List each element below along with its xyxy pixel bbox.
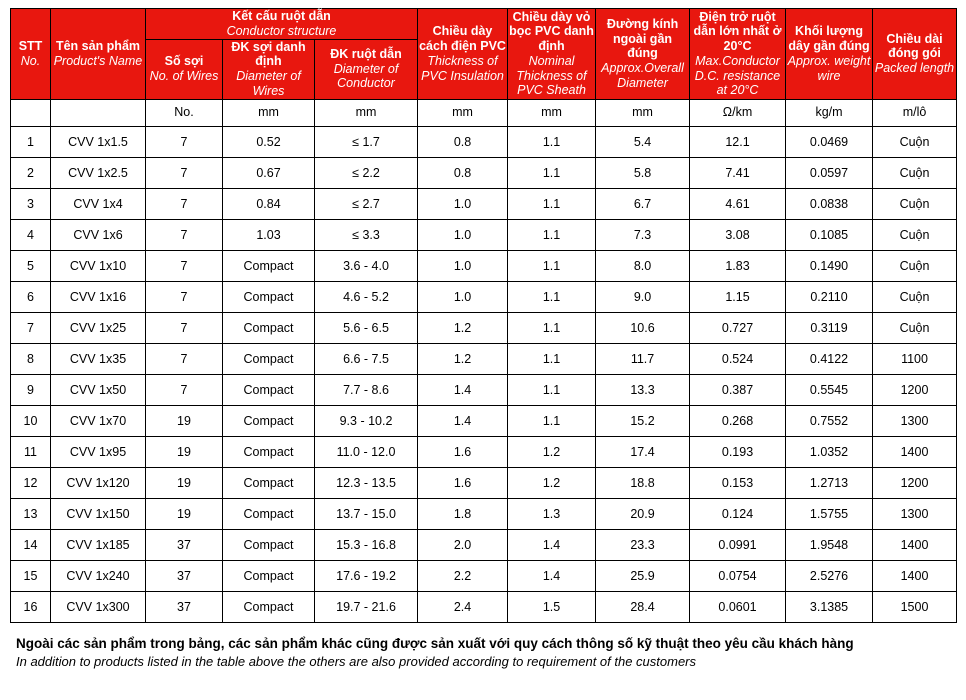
cell-product-name: CVV 1x1.5 <box>51 126 146 157</box>
cell-overall-diameter: 13.3 <box>596 374 690 405</box>
unit-resistance: Ω/km <box>690 99 786 126</box>
cell-packed-length: Cuộn <box>873 219 957 250</box>
cell-stt: 6 <box>11 281 51 312</box>
cell-weight: 1.5755 <box>786 498 873 529</box>
cell-conductor-diameter: 11.0 - 12.0 <box>315 436 418 467</box>
cell-weight: 3.1385 <box>786 591 873 622</box>
header-stt-en: No. <box>20 53 41 68</box>
cell-sheath-thickness: 1.2 <box>508 467 596 498</box>
cell-conductor-diameter: 6.6 - 7.5 <box>315 343 418 374</box>
cell-conductor-diameter: ≤ 3.3 <box>315 219 418 250</box>
cell-number-of-wires: 7 <box>146 250 223 281</box>
unit-conductor-diameter: mm <box>315 99 418 126</box>
header-overall-diameter <box>596 9 690 100</box>
cell-sheath-thickness: 1.4 <box>508 529 596 560</box>
cell-packed-length: 1200 <box>873 467 957 498</box>
cell-wire-diameter: Compact <box>223 467 315 498</box>
cell-overall-diameter: 8.0 <box>596 250 690 281</box>
cell-product-name: CVV 1x95 <box>51 436 146 467</box>
cell-sheath-thickness: 1.1 <box>508 250 596 281</box>
cell-insulation-thickness: 1.4 <box>418 405 508 436</box>
cell-overall-diameter: 23.3 <box>596 529 690 560</box>
header-resistance-vn: Điện trở ruột dẫn lớn nhất ở 20°C <box>693 9 782 53</box>
cell-resistance: 0.0991 <box>690 529 786 560</box>
cable-specification-table <box>10 8 957 623</box>
cell-number-of-wires: 7 <box>146 188 223 219</box>
cell-insulation-thickness: 0.8 <box>418 157 508 188</box>
header-wire-diameter-vn: ĐK sợi danh định <box>231 39 306 69</box>
header-insulation-thickness-vn: Chiều dày cách điện PVC <box>419 24 506 53</box>
cell-stt: 4 <box>11 219 51 250</box>
cell-overall-diameter: 5.8 <box>596 157 690 188</box>
table-row <box>11 467 957 498</box>
cell-stt: 14 <box>11 529 51 560</box>
cell-stt: 2 <box>11 157 51 188</box>
cell-insulation-thickness: 2.2 <box>418 560 508 591</box>
cell-insulation-thickness: 1.0 <box>418 219 508 250</box>
cell-product-name: CVV 1x240 <box>51 560 146 591</box>
cell-weight: 0.4122 <box>786 343 873 374</box>
cell-wire-diameter: 0.52 <box>223 126 315 157</box>
header-weight <box>786 9 873 100</box>
unit-name <box>51 99 146 126</box>
cell-product-name: CVV 1x120 <box>51 467 146 498</box>
cell-number-of-wires: 7 <box>146 343 223 374</box>
cell-weight: 0.1085 <box>786 219 873 250</box>
cell-resistance: 0.387 <box>690 374 786 405</box>
table-row <box>11 405 957 436</box>
table-row <box>11 560 957 591</box>
cell-stt: 1 <box>11 126 51 157</box>
unit-overall-diameter: mm <box>596 99 690 126</box>
cell-resistance: 0.193 <box>690 436 786 467</box>
cell-sheath-thickness: 1.3 <box>508 498 596 529</box>
header-row-units <box>11 99 957 126</box>
table-row <box>11 281 957 312</box>
cell-insulation-thickness: 1.6 <box>418 436 508 467</box>
header-resistance-en: Max.Conductor D.C. resistance at 20°C <box>694 53 781 98</box>
cell-packed-length: 1400 <box>873 529 957 560</box>
cell-sheath-thickness: 1.1 <box>508 281 596 312</box>
footer-note-en: In addition to products listed in the table above the others are also provided according to requirement of the customers <box>16 653 697 669</box>
cell-product-name: CVV 1x50 <box>51 374 146 405</box>
cell-insulation-thickness: 1.8 <box>418 498 508 529</box>
cell-wire-diameter: Compact <box>223 560 315 591</box>
cell-number-of-wires: 19 <box>146 498 223 529</box>
cell-overall-diameter: 9.0 <box>596 281 690 312</box>
header-conductor-structure-en: Conductor structure <box>226 23 337 38</box>
cell-sheath-thickness: 1.1 <box>508 188 596 219</box>
header-sheath-thickness-en: Nominal Thickness of PVC Sheath <box>516 53 587 98</box>
cell-stt: 9 <box>11 374 51 405</box>
cell-number-of-wires: 19 <box>146 467 223 498</box>
cell-wire-diameter: Compact <box>223 405 315 436</box>
cell-sheath-thickness: 1.2 <box>508 436 596 467</box>
cell-resistance: 0.524 <box>690 343 786 374</box>
cell-product-name: CVV 1x10 <box>51 250 146 281</box>
header-stt <box>11 9 51 100</box>
table-row <box>11 219 957 250</box>
cell-number-of-wires: 7 <box>146 374 223 405</box>
header-product-name-en: Product's Name <box>53 53 143 68</box>
header-insulation-thickness-en: Thickness of PVC Insulation <box>421 53 504 83</box>
cell-weight: 1.0352 <box>786 436 873 467</box>
cell-wire-diameter: Compact <box>223 343 315 374</box>
header-overall-diameter-vn: Đường kính ngoài gần đúng <box>606 16 679 61</box>
table-body <box>11 126 957 622</box>
header-weight-en: Approx. weight wire <box>787 53 871 83</box>
header-packed-length-vn: Chiều dài đóng gói <box>886 31 943 61</box>
cell-insulation-thickness: 2.4 <box>418 591 508 622</box>
cell-wire-diameter: Compact <box>223 250 315 281</box>
cell-sheath-thickness: 1.1 <box>508 374 596 405</box>
cell-product-name: CVV 1x6 <box>51 219 146 250</box>
cell-number-of-wires: 7 <box>146 312 223 343</box>
cell-overall-diameter: 11.7 <box>596 343 690 374</box>
cell-conductor-diameter: 19.7 - 21.6 <box>315 591 418 622</box>
unit-weight: kg/m <box>786 99 873 126</box>
cell-number-of-wires: 7 <box>146 157 223 188</box>
cell-insulation-thickness: 1.2 <box>418 312 508 343</box>
cell-wire-diameter: Compact <box>223 529 315 560</box>
header-sheath-thickness-vn: Chiều dày vỏ bọc PVC danh định <box>509 9 594 53</box>
cell-stt: 11 <box>11 436 51 467</box>
header-overall-diameter-en: Approx.Overall Diameter <box>601 61 684 90</box>
cell-stt: 7 <box>11 312 51 343</box>
table-row <box>11 529 957 560</box>
cell-conductor-diameter: ≤ 2.2 <box>315 157 418 188</box>
table-row <box>11 343 957 374</box>
cell-stt: 10 <box>11 405 51 436</box>
table-row <box>11 374 957 405</box>
cell-conductor-diameter: 4.6 - 5.2 <box>315 281 418 312</box>
cell-number-of-wires: 7 <box>146 281 223 312</box>
cell-weight: 0.0838 <box>786 188 873 219</box>
cell-overall-diameter: 20.9 <box>596 498 690 529</box>
table-row <box>11 498 957 529</box>
cell-number-of-wires: 19 <box>146 405 223 436</box>
cell-wire-diameter: 0.84 <box>223 188 315 219</box>
table-row <box>11 312 957 343</box>
unit-sheath: mm <box>508 99 596 126</box>
cell-product-name: CVV 1x25 <box>51 312 146 343</box>
cell-resistance: 0.0601 <box>690 591 786 622</box>
footer-note <box>10 635 956 671</box>
cell-resistance: 0.153 <box>690 467 786 498</box>
header-wire-diameter <box>223 39 315 99</box>
cell-packed-length: 1300 <box>873 498 957 529</box>
cell-weight: 1.9548 <box>786 529 873 560</box>
cell-packed-length: 1400 <box>873 436 957 467</box>
cell-sheath-thickness: 1.1 <box>508 126 596 157</box>
cell-wire-diameter: Compact <box>223 591 315 622</box>
cell-stt: 8 <box>11 343 51 374</box>
cell-stt: 15 <box>11 560 51 591</box>
cell-packed-length: 1400 <box>873 560 957 591</box>
cell-weight: 1.2713 <box>786 467 873 498</box>
cell-product-name: CVV 1x185 <box>51 529 146 560</box>
cell-stt: 16 <box>11 591 51 622</box>
cell-conductor-diameter: 12.3 - 13.5 <box>315 467 418 498</box>
header-stt-vn: STT <box>18 39 43 53</box>
cell-conductor-diameter: ≤ 2.7 <box>315 188 418 219</box>
cell-resistance: 0.268 <box>690 405 786 436</box>
cell-conductor-diameter: 9.3 - 10.2 <box>315 405 418 436</box>
cell-stt: 5 <box>11 250 51 281</box>
cell-packed-length: Cuộn <box>873 312 957 343</box>
cell-packed-length: Cuộn <box>873 188 957 219</box>
cell-sheath-thickness: 1.1 <box>508 219 596 250</box>
cell-packed-length: Cuộn <box>873 157 957 188</box>
cell-conductor-diameter: 7.7 - 8.6 <box>315 374 418 405</box>
cell-number-of-wires: 37 <box>146 591 223 622</box>
cell-overall-diameter: 10.6 <box>596 312 690 343</box>
cell-packed-length: Cuộn <box>873 250 957 281</box>
cell-overall-diameter: 28.4 <box>596 591 690 622</box>
cell-resistance: 7.41 <box>690 157 786 188</box>
cell-overall-diameter: 15.2 <box>596 405 690 436</box>
cell-insulation-thickness: 1.4 <box>418 374 508 405</box>
cell-resistance: 3.08 <box>690 219 786 250</box>
unit-wires: No. <box>146 99 223 126</box>
header-conductor-structure <box>146 9 418 40</box>
cell-insulation-thickness: 1.0 <box>418 250 508 281</box>
cell-product-name: CVV 1x16 <box>51 281 146 312</box>
cell-insulation-thickness: 2.0 <box>418 529 508 560</box>
cell-sheath-thickness: 1.1 <box>508 312 596 343</box>
cell-stt: 3 <box>11 188 51 219</box>
cell-weight: 0.3119 <box>786 312 873 343</box>
cell-overall-diameter: 5.4 <box>596 126 690 157</box>
cell-overall-diameter: 6.7 <box>596 188 690 219</box>
cell-overall-diameter: 17.4 <box>596 436 690 467</box>
header-weight-vn: Khối lượng dây gần đúng <box>788 24 870 53</box>
header-wire-diameter-en: Diameter of Wires <box>236 69 301 98</box>
cell-wire-diameter: Compact <box>223 498 315 529</box>
cell-product-name: CVV 1x70 <box>51 405 146 436</box>
header-product-name <box>51 9 146 100</box>
header-resistance <box>690 9 786 100</box>
cell-wire-diameter: Compact <box>223 281 315 312</box>
cell-product-name: CVV 1x150 <box>51 498 146 529</box>
header-conductor-diameter-en: Diameter of Conductor <box>333 61 399 91</box>
cell-stt: 13 <box>11 498 51 529</box>
header-packed-length-en: Packed length <box>874 61 955 76</box>
cell-sheath-thickness: 1.4 <box>508 560 596 591</box>
cell-number-of-wires: 37 <box>146 560 223 591</box>
cell-packed-length: Cuộn <box>873 126 957 157</box>
cell-weight: 0.0469 <box>786 126 873 157</box>
header-packed-length <box>873 9 957 100</box>
cell-insulation-thickness: 0.8 <box>418 126 508 157</box>
cell-wire-diameter: 0.67 <box>223 157 315 188</box>
cell-resistance: 4.61 <box>690 188 786 219</box>
unit-wire-diameter: mm <box>223 99 315 126</box>
cell-insulation-thickness: 1.2 <box>418 343 508 374</box>
header-conductor-structure-vn: Kết cấu ruột dẫn <box>232 9 331 23</box>
unit-insulation: mm <box>418 99 508 126</box>
cell-overall-diameter: 18.8 <box>596 467 690 498</box>
cell-product-name: CVV 1x35 <box>51 343 146 374</box>
unit-stt <box>11 99 51 126</box>
footer-note-vn: Ngoài các sản phẩm trong bảng, các sản phẩm khác cũng được sản xuất với quy cách thông số kỹ thuật theo yêu cầu khách hàng <box>16 635 854 651</box>
cell-packed-length: 1300 <box>873 405 957 436</box>
cell-sheath-thickness: 1.1 <box>508 343 596 374</box>
cell-sheath-thickness: 1.1 <box>508 405 596 436</box>
cell-weight: 0.7552 <box>786 405 873 436</box>
cell-product-name: CVV 1x300 <box>51 591 146 622</box>
cell-packed-length: 1100 <box>873 343 957 374</box>
cell-overall-diameter: 25.9 <box>596 560 690 591</box>
cell-wire-diameter: Compact <box>223 312 315 343</box>
cell-packed-length: Cuộn <box>873 281 957 312</box>
cell-resistance: 1.83 <box>690 250 786 281</box>
cell-packed-length: 1200 <box>873 374 957 405</box>
cell-product-name: CVV 1x4 <box>51 188 146 219</box>
cell-conductor-diameter: 15.3 - 16.8 <box>315 529 418 560</box>
cell-resistance: 1.15 <box>690 281 786 312</box>
cell-insulation-thickness: 1.0 <box>418 188 508 219</box>
table-header <box>11 9 957 127</box>
cell-number-of-wires: 37 <box>146 529 223 560</box>
cell-resistance: 12.1 <box>690 126 786 157</box>
table-row <box>11 126 957 157</box>
cell-sheath-thickness: 1.1 <box>508 157 596 188</box>
cell-weight: 0.1490 <box>786 250 873 281</box>
cell-stt: 12 <box>11 467 51 498</box>
cell-weight: 2.5276 <box>786 560 873 591</box>
cell-conductor-diameter: 13.7 - 15.0 <box>315 498 418 529</box>
header-number-of-wires-en: No. of Wires <box>149 69 219 83</box>
cell-overall-diameter: 7.3 <box>596 219 690 250</box>
cell-resistance: 0.0754 <box>690 560 786 591</box>
header-insulation-thickness <box>418 9 508 100</box>
unit-packed-length: m/lô <box>873 99 957 126</box>
cell-resistance: 0.124 <box>690 498 786 529</box>
cell-number-of-wires: 7 <box>146 126 223 157</box>
table-row <box>11 157 957 188</box>
header-number-of-wires <box>146 39 223 99</box>
header-sheath-thickness <box>508 9 596 100</box>
table-row <box>11 250 957 281</box>
header-row-main <box>11 9 957 40</box>
header-product-name-vn: Tên sản phẩm <box>55 39 141 53</box>
table-row <box>11 188 957 219</box>
cell-wire-diameter: Compact <box>223 374 315 405</box>
cell-weight: 0.2110 <box>786 281 873 312</box>
cell-number-of-wires: 19 <box>146 436 223 467</box>
header-conductor-diameter-vn: ĐK ruột dẫn <box>330 46 402 61</box>
cell-sheath-thickness: 1.5 <box>508 591 596 622</box>
cell-conductor-diameter: ≤ 1.7 <box>315 126 418 157</box>
cell-wire-diameter: Compact <box>223 436 315 467</box>
cell-insulation-thickness: 1.0 <box>418 281 508 312</box>
cell-conductor-diameter: 17.6 - 19.2 <box>315 560 418 591</box>
cell-weight: 0.0597 <box>786 157 873 188</box>
cell-conductor-diameter: 5.6 - 6.5 <box>315 312 418 343</box>
table-row <box>11 436 957 467</box>
header-number-of-wires-vn: Số sợi <box>164 54 204 69</box>
header-conductor-diameter <box>315 39 418 99</box>
cell-resistance: 0.727 <box>690 312 786 343</box>
cell-conductor-diameter: 3.6 - 4.0 <box>315 250 418 281</box>
table-row <box>11 591 957 622</box>
cell-number-of-wires: 7 <box>146 219 223 250</box>
cell-weight: 0.5545 <box>786 374 873 405</box>
cell-wire-diameter: 1.03 <box>223 219 315 250</box>
cell-packed-length: 1500 <box>873 591 957 622</box>
cell-insulation-thickness: 1.6 <box>418 467 508 498</box>
cell-product-name: CVV 1x2.5 <box>51 157 146 188</box>
